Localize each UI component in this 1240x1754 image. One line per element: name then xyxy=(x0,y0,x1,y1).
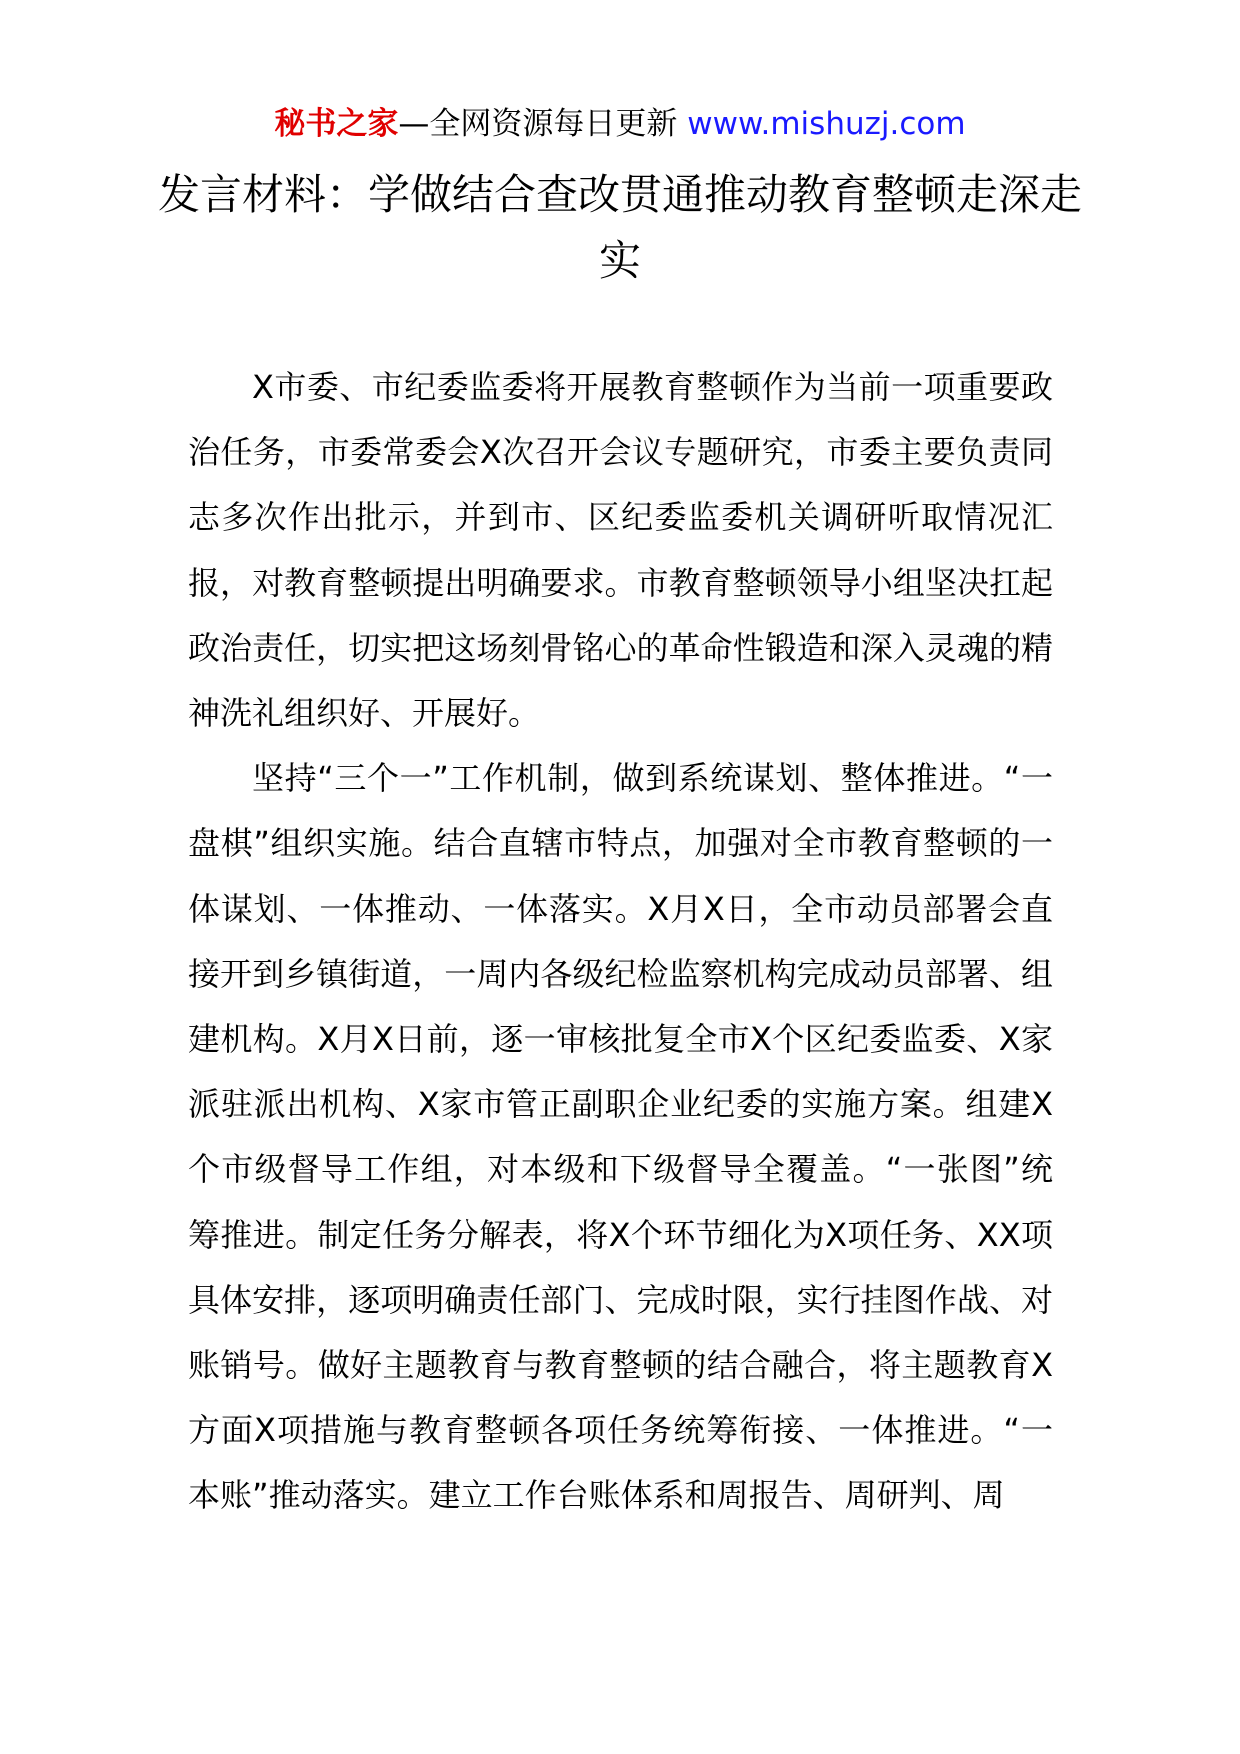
document-body xyxy=(188,355,1053,1529)
site-header xyxy=(0,102,1240,146)
document-title: 发言材料：学做结合查改贯通推动教育整顿走深走实 xyxy=(157,170,1082,285)
site-link[interactable]: www.mishuzj.com xyxy=(687,106,966,142)
header-tagline: —全网资源每日更新 xyxy=(398,106,678,142)
paragraph: 坚持“三个一”工作机制，做到系统谋划、整体推进。“一盘棋”组织实施。结合直辖市特点，加强对全市教育整顿的一体谋划、一体推动、一体落实。X月X日，全市动员部署会直接开到乡镇街道，一周内各级纪检监察机构完成动员部署、组建机构。X月X日前，逐一审核批复全市X个区纪委监委、X家派驻派出机构、X家市管正副职企业纪委的实施方案。组建X个市级督导工作组，对本级和下级督导全覆盖。“一张图”统筹推进。制定任务分解表，将X个环节细化为X项任务、XX项具体安排，逐项明确责任部门、完成时限，实行挂图作战、对账销号。做好主题教育与教育整顿的结合融合，将主题教育X方面X项措施与教育整顿各项任务统筹衔接、一体推进。“一本账”推动落实。建立工作台账体系和周报告、周研判、周 xyxy=(188,759,1053,1515)
paragraph: X市委、市纪委监委将开展教育整顿作为当前一项重要政治任务，市委常委会X次召开会议专题研究，市委主要负责同志多次作出批示，并到市、区纪委监委机关调研听取情况汇报，对教育整顿提出明确要求。市教育整顿领导小组坚决扛起政治责任，切实把这场刻骨铭心的革命性锻造和深入灵魂的精神洗礼组织好、开展好。 xyxy=(188,368,1053,733)
brand-name: 秘书之家 xyxy=(274,106,399,142)
